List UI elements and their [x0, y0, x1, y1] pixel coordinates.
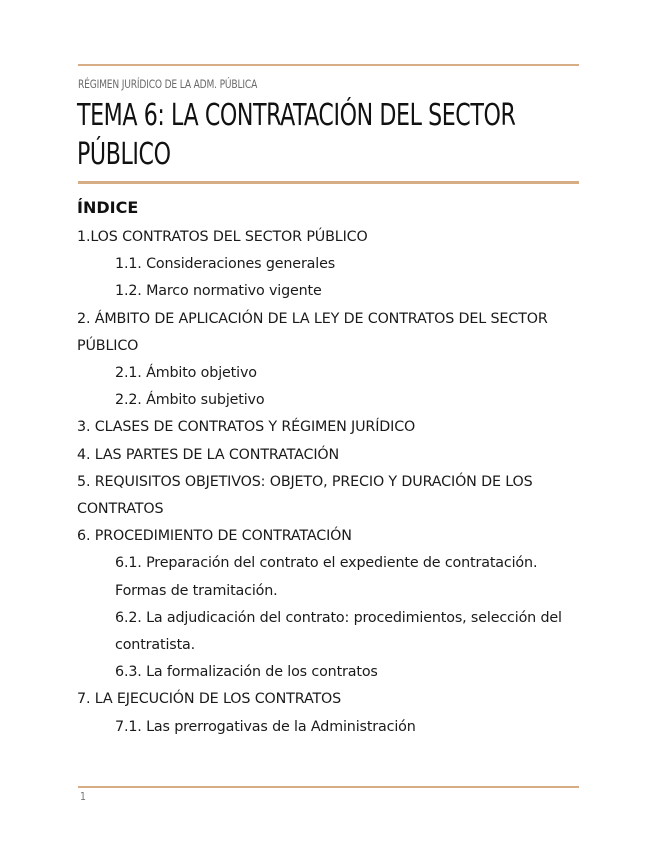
toc-heading: ÍNDICE: [77, 198, 139, 217]
toc-list: [77, 224, 577, 741]
footer-rule: [78, 786, 579, 788]
toc-item: 7. LA EJECUCIÓN DE LOS CONTRATOS: [77, 691, 342, 708]
page-title: TEMA 6: LA CONTRATACIÓN DEL SECTOR PÚBLICO: [77, 98, 516, 172]
toc-item: 1.LOS CONTRATOS DEL SECTOR PÚBLICO: [77, 229, 368, 245]
toc-subitem: 2.1. Ámbito objetivo: [115, 365, 257, 382]
subject-label: RÉGIMEN JURÍDICO DE LA ADM. PÚBLICA: [78, 77, 258, 91]
toc-item: 5. REQUISITOS OBJETIVOS: OBJETO, PRECIO Y DURACIÓN DE LOS CONTRATOS: [77, 473, 533, 518]
toc-item: 2. ÁMBITO DE APLICACIÓN DE LA LEY DE CONTRATOS DEL SECTOR PÚBLICO: [77, 310, 548, 354]
toc-subitem: 6.1. Preparación del contrato el expediente de contratación. Formas de tramitación.: [115, 555, 538, 599]
toc-item: 4. LAS PARTES DE LA CONTRATACIÓN: [77, 446, 340, 463]
table-of-contents: [77, 196, 577, 741]
toc-item: 6. PROCEDIMIENTO DE CONTRATACIÓN: [77, 528, 352, 545]
toc-subitem: 6.3. La formalización de los contratos: [115, 664, 378, 681]
toc-subitem: 1.2. Marco normativo vigente: [115, 283, 322, 300]
toc-subitem: 7.1. Las prerrogativas de la Administración: [115, 718, 416, 735]
toc-item: 3. CLASES DE CONTRATOS Y RÉGIMEN JURÍDICO: [77, 419, 416, 436]
header-bottom-rule: [78, 181, 579, 184]
toc-subitem: 1.1. Consideraciones generales: [115, 256, 336, 273]
toc-subitem: 2.2. Ámbito subjetivo: [115, 392, 265, 409]
header-top-rule: [78, 64, 579, 66]
toc-subitem: 6.2. La adjudicación del contrato: procedimientos, selección del contratista.: [115, 609, 562, 654]
page-number: 1: [80, 790, 86, 803]
